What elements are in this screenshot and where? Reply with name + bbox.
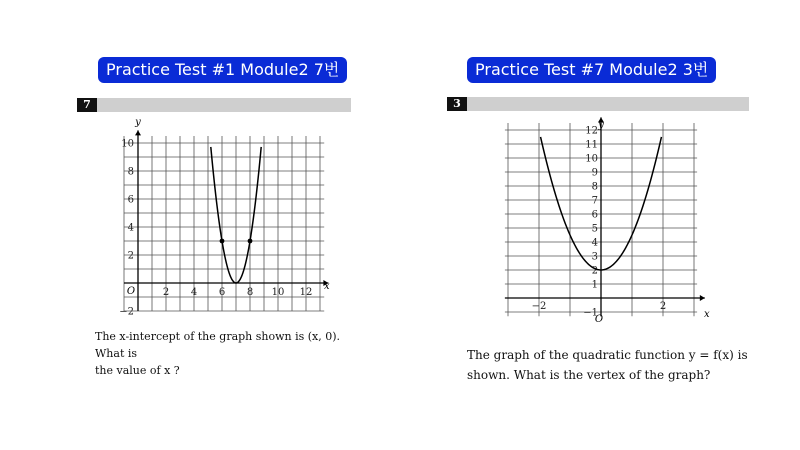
left-question-header-bar — [77, 98, 351, 112]
y-tick-label: 11 — [585, 139, 598, 151]
right-x-axis-label: x — [704, 309, 710, 320]
left-x-axis-label: x — [324, 281, 330, 292]
right-question-number: 3 — [447, 97, 467, 111]
y-tick-label: 6 — [127, 194, 134, 206]
x-tick-label: 6 — [218, 287, 226, 298]
right-graph-axes — [505, 117, 705, 316]
x-tick-label: 4 — [190, 287, 198, 298]
y-tick-label: 4 — [127, 222, 134, 234]
right-question-line-2: shown. What is the vertex of the graph? — [467, 368, 711, 382]
left-question-text — [95, 328, 357, 379]
left-question-line-1: The x-intercept of the graph shown is (x, 0). What is — [95, 330, 341, 360]
right-question-text — [467, 345, 757, 385]
x-tick-label: 12 — [299, 287, 313, 298]
left-title-badge: Practice Test #1 Module2 7번 — [98, 57, 347, 83]
right-question-line-1: The graph of the quadratic function y = f(x) is — [467, 348, 748, 362]
x-tick-label: 10 — [271, 287, 285, 298]
right-graph — [495, 112, 720, 342]
left-graph-axes — [124, 130, 328, 311]
y-tick-label: 3 — [591, 251, 598, 263]
right-graph-tick-labels — [532, 126, 667, 319]
y-tick-label: 5 — [591, 223, 598, 235]
y-tick-label: 7 — [591, 195, 598, 207]
x-axis-arrow — [700, 295, 705, 301]
left-question-number: 7 — [77, 98, 97, 112]
x-tick-label: −2 — [531, 301, 547, 312]
right-y-axis-label: y — [598, 120, 604, 131]
left-graph-tick-labels — [119, 139, 312, 318]
left-graph-grid — [124, 136, 324, 311]
right-origin-label: O — [594, 314, 604, 325]
x-tick-label: 2 — [162, 287, 170, 298]
x-tick-label: 2 — [659, 301, 667, 312]
y-tick-label: 9 — [591, 167, 598, 179]
y-tick-label: 10 — [585, 153, 598, 165]
left-y-axis-label: y — [135, 117, 141, 128]
right-title-badge: Practice Test #7 Module2 3번 — [467, 57, 716, 83]
left-question-line-2: the value of x ? — [95, 364, 180, 377]
y-tick-label: 10 — [121, 138, 134, 150]
y-tick-label: 12 — [585, 125, 598, 137]
right-question-header-bar — [447, 97, 749, 111]
graph-point — [220, 239, 225, 244]
left-origin-label: O — [126, 286, 136, 297]
y-tick-label: −2 — [119, 306, 134, 318]
graph-point — [248, 239, 253, 244]
x-tick-label: 8 — [246, 287, 254, 298]
y-axis-arrow — [135, 130, 141, 135]
y-tick-label: −1 — [583, 307, 598, 319]
y-tick-label: 8 — [591, 181, 598, 193]
y-tick-label: 4 — [591, 237, 598, 249]
left-graph — [95, 112, 355, 327]
y-tick-label: 1 — [591, 279, 598, 291]
y-tick-label: 8 — [127, 166, 134, 178]
y-tick-label: 2 — [127, 250, 134, 262]
y-tick-label: 2 — [591, 265, 598, 277]
y-tick-label: 6 — [591, 209, 598, 221]
